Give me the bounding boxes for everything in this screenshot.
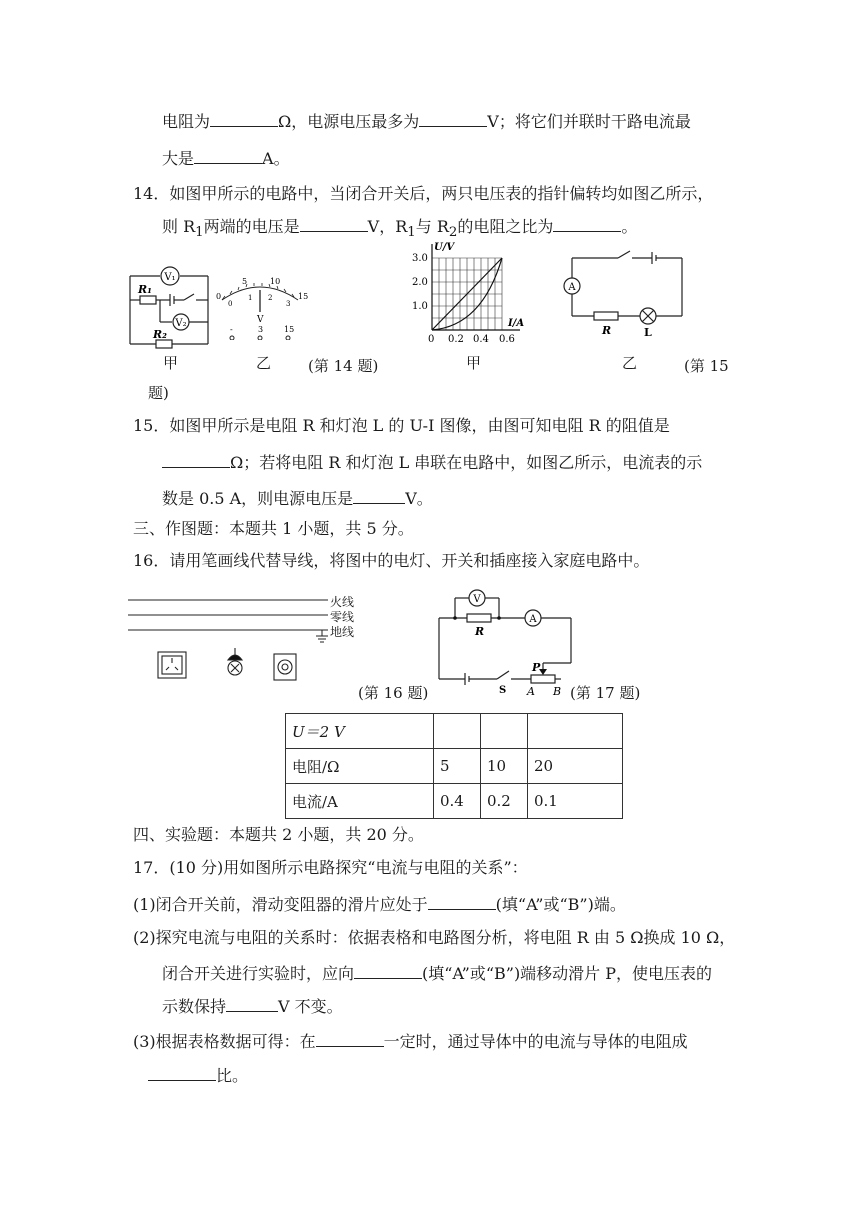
q15-line1: 15．如图甲所示是电阻 R 和灯泡 L 的 U-I 图像，由图可知电阻 R 的阻值是 bbox=[133, 416, 670, 435]
q16-text: 16．请用笔画线代替导线，将图中的电灯、开关和插座接入家庭电路中。 bbox=[133, 551, 650, 570]
fig14-r1: R₁ bbox=[138, 283, 152, 296]
svg-text:0: 0 bbox=[428, 334, 435, 345]
svg-text:A: A bbox=[527, 685, 535, 698]
svg-text:R: R bbox=[475, 625, 485, 638]
svg-text:0: 0 bbox=[228, 300, 233, 308]
fig15-caption-b: 题) bbox=[148, 384, 169, 402]
table-row: 电阻/Ω 5 10 20 bbox=[286, 749, 623, 784]
data-table bbox=[285, 713, 623, 819]
svg-text:A: A bbox=[529, 614, 537, 625]
svg-text:3: 3 bbox=[286, 300, 291, 308]
svg-text:0.6: 0.6 bbox=[499, 334, 515, 345]
svg-text:3: 3 bbox=[258, 325, 264, 334]
fig17-circuit bbox=[435, 583, 585, 698]
fig16-live: 火线 bbox=[330, 595, 355, 609]
q14-line2: 则 $R_1$两端的电压是 V，$R_1$与 $R_2$的电阻之比为 。 bbox=[162, 217, 638, 241]
svg-text:P: P bbox=[532, 661, 541, 674]
fig15-xlabel: I/A bbox=[508, 318, 525, 329]
svg-text:A: A bbox=[568, 282, 576, 293]
fig15-ylabel: U/V bbox=[434, 242, 455, 253]
fig15-graph bbox=[402, 238, 532, 348]
svg-text:-: - bbox=[230, 325, 233, 334]
svg-text:2: 2 bbox=[268, 294, 273, 302]
fig15-caption-a: (第 15 bbox=[684, 357, 729, 375]
svg-text:S: S bbox=[499, 685, 507, 696]
svg-text:0.2: 0.2 bbox=[448, 334, 464, 345]
q13-line2: 大是 A。 bbox=[162, 149, 290, 168]
table-row: 电流/A 0.4 0.2 0.1 bbox=[286, 784, 623, 819]
q17-title: 17．(10 分)用如图所示电路探究“电流与电阻的关系”： bbox=[133, 858, 528, 877]
fig14-caption: (第 14 题) bbox=[308, 357, 379, 375]
svg-text:15: 15 bbox=[284, 325, 295, 334]
svg-text:0: 0 bbox=[216, 292, 222, 301]
lamp-icon bbox=[228, 648, 242, 675]
svg-text:3.0: 3.0 bbox=[412, 253, 428, 264]
svg-text:B: B bbox=[553, 685, 562, 698]
svg-text:10: 10 bbox=[270, 277, 281, 286]
q17-part2-line3: 示数保持 V 不变。 bbox=[162, 997, 343, 1016]
fig16-neutral: 零线 bbox=[330, 610, 355, 624]
table-row: U＝2 V bbox=[286, 714, 623, 749]
svg-text:15: 15 bbox=[298, 292, 309, 301]
q13-line1: 电阻为 Ω，电源电压最多为 V；将它们并联时干路电流最 bbox=[162, 112, 691, 131]
fig14-circuit bbox=[128, 262, 210, 350]
svg-text:V: V bbox=[473, 594, 481, 605]
socket-icon bbox=[158, 652, 186, 678]
section-4-heading: 四、实验题：本题共 2 小题，共 20 分。 bbox=[133, 825, 424, 844]
q17-part2-line1: (2)探究电流与电阻的关系时：依据表格和电路图分析，将电阻 R 由 5 Ω换成 10 Ω， bbox=[133, 928, 736, 947]
fig14-r2: R₂ bbox=[153, 328, 167, 341]
svg-text:2.0: 2.0 bbox=[412, 277, 428, 288]
q17-part1: (1)闭合开关前，滑动变阻器的滑片应处于 (填“A”或“B”)端。 bbox=[133, 895, 626, 914]
fig14-meter bbox=[210, 270, 310, 340]
switch-icon bbox=[274, 654, 296, 680]
q17-part3-line1: (3)根据表格数据可得：在 一定时，通过导体中的电流与导体的电阻成 bbox=[133, 1032, 688, 1051]
svg-text:R: R bbox=[602, 324, 612, 337]
svg-text:0.4: 0.4 bbox=[473, 334, 489, 345]
q15-line2: Ω；若将电阻 R 和灯泡 L 串联在电路中，如图乙所示，电流表的示 bbox=[162, 451, 702, 473]
svg-text:V: V bbox=[257, 315, 264, 325]
svg-text:1: 1 bbox=[248, 294, 253, 302]
fig14-label-jia: 甲 bbox=[163, 354, 179, 372]
fig14-v1: V₁ bbox=[164, 272, 176, 283]
fig17-caption: (第 17 题) bbox=[570, 684, 641, 702]
q15-line3: 数是 0.5 A，则电源电压是 V。 bbox=[162, 489, 433, 508]
q17-part2-line2: 闭合开关进行实验时，应向 (填“A”或“B”)端移动滑片 P，使电压表的 bbox=[162, 964, 713, 983]
fig16-caption: (第 16 题) bbox=[358, 684, 429, 702]
svg-text:1.0: 1.0 bbox=[412, 301, 428, 312]
q17-part3-line2: 比。 bbox=[148, 1064, 248, 1086]
fig15-label-yi: 乙 bbox=[622, 354, 638, 372]
svg-text:L: L bbox=[644, 326, 652, 339]
fig14-v2: V₂ bbox=[175, 318, 187, 329]
fig16-ground: 地线 bbox=[330, 625, 355, 639]
fig14-label-yi: 乙 bbox=[256, 354, 272, 372]
section-3-heading: 三、作图题：本题共 1 小题，共 5 分。 bbox=[133, 519, 414, 538]
q14-line1: 14．如图甲所示的电路中，当闭合开关后，两只电压表的指针偏转均如图乙所示， bbox=[133, 184, 714, 203]
svg-text:5: 5 bbox=[242, 277, 248, 286]
fig15-circuit bbox=[560, 248, 690, 340]
fig15-label-jia: 甲 bbox=[466, 354, 482, 372]
